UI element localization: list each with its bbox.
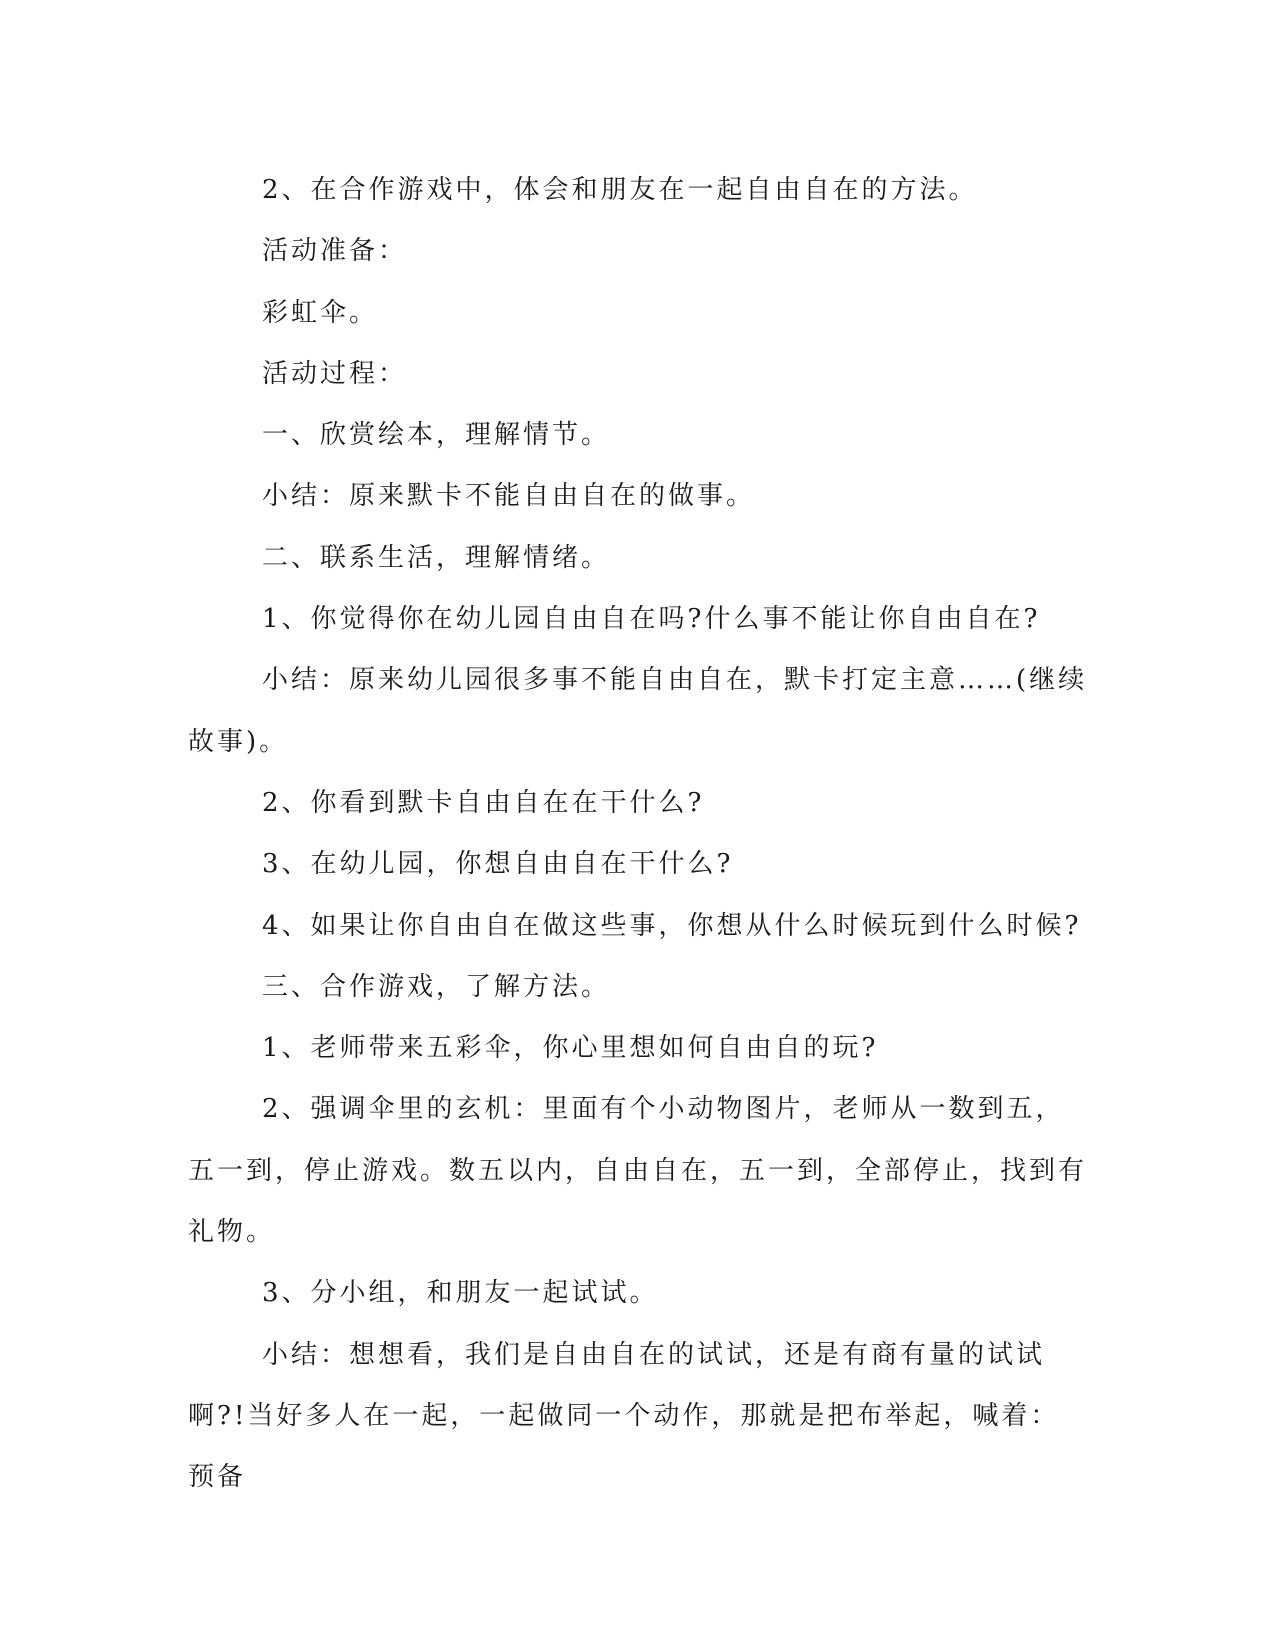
section-heading-preparation: 活动准备：	[262, 236, 408, 267]
section-heading-process: 活动过程：	[262, 358, 408, 389]
paragraph: 2、强调伞里的玄机：里面有个小动物图片，老师从一数到五，五一到，停止游戏。数五以内，自由自在，五一到，全部停止，找到有礼物。	[188, 1094, 1088, 1248]
paragraph: 小结：原来幼儿园很多事不能自由自在，默卡打定主意……(继续故事)。	[188, 665, 1088, 757]
paragraph: 小结：想想看，我们是自由自在的试试，还是有商有量的试试啊?!当好多人在一起，一起做同一个动作，那就是把布举起，喊着：预备	[188, 1339, 1060, 1493]
section-heading: 一、欣赏绘本，理解情节。	[262, 420, 611, 451]
paragraph: 1、你觉得你在幼儿园自由自在吗?什么事不能让你自由自在?	[262, 604, 1041, 635]
document-body	[188, 160, 1088, 1509]
paragraph: 3、分小组，和朋友一起试试。	[262, 1278, 659, 1309]
paragraph: 2、在合作游戏中，体会和朋友在一起自由自在的方法。	[262, 175, 978, 205]
paragraph: 彩虹伞。	[262, 297, 379, 328]
section-heading: 三、合作游戏，了解方法。	[262, 971, 611, 1002]
paragraph: 4、如果让你自由自在做这些事，你想从什么时候玩到什么时候?	[262, 910, 1082, 941]
paragraph: 1、老师带来五彩伞，你心里想如何自由自的玩?	[262, 1033, 879, 1064]
paragraph: 3、在幼儿园，你想自由自在干什么?	[262, 849, 734, 880]
paragraph: 小结：原来默卡不能自由自在的做事。	[262, 481, 756, 512]
section-heading: 二、联系生活，理解情绪。	[262, 542, 611, 573]
paragraph: 2、你看到默卡自由自在在干什么?	[262, 787, 705, 818]
